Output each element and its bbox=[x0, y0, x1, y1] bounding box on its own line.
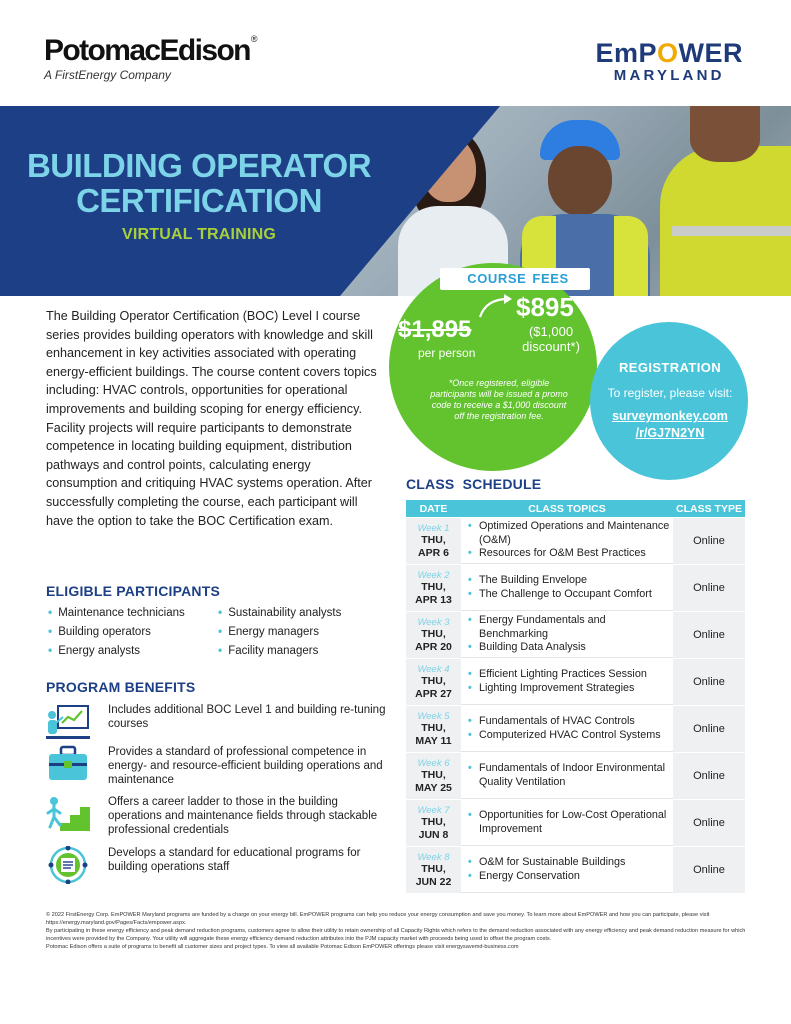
day-label: THU, bbox=[421, 815, 446, 828]
list-item: • Building operators bbox=[48, 624, 151, 638]
week-label: Week 6 bbox=[417, 757, 450, 769]
week-label: Week 3 bbox=[417, 616, 450, 628]
bullet-icon: • bbox=[48, 643, 53, 657]
day-label: THU, bbox=[421, 721, 446, 734]
bullet-icon: • bbox=[218, 605, 223, 619]
footer-paragraph: Potomac Edison offers a suite of programs to benefit all customer sizes and project types. To view all available Potomac Edison EmPOWER offerings please visit energysavemd-business.com bbox=[46, 944, 519, 951]
benefit-text: Develops a standard for educational programs for building operations staff bbox=[108, 847, 361, 873]
date-label: APR 20 bbox=[415, 640, 452, 653]
benefit-text: Offers a career ladder to those in the building operations and maintenance fields through stackable professional credentials bbox=[108, 796, 378, 836]
date-label: MAY 11 bbox=[415, 734, 452, 747]
registration-circle bbox=[590, 322, 748, 480]
day-label: THU, bbox=[421, 862, 446, 875]
table-row bbox=[406, 800, 745, 846]
title-line-2: CERTIFICATION bbox=[76, 182, 322, 219]
new-price: $895 bbox=[516, 292, 574, 322]
topic-item: • The Challenge to Occupant Comfort bbox=[467, 588, 673, 602]
topic-item: • Lighting Improvement Strategies bbox=[467, 682, 673, 696]
topic-item: • Building Data Analysis bbox=[467, 641, 673, 655]
registration-link[interactable]: surveymonkey.com /r/GJ7N2YN bbox=[612, 409, 728, 440]
table-row bbox=[406, 518, 745, 564]
registration-text: To register, please visit: bbox=[607, 386, 733, 400]
old-price: $1,895 bbox=[398, 316, 472, 343]
date-label: MAY 25 bbox=[415, 781, 452, 794]
class-type: Online bbox=[673, 612, 745, 658]
date-label: APR 6 bbox=[418, 546, 449, 559]
class-type: Online bbox=[673, 800, 745, 846]
eligible-participants-title: ELIGIBLE PARTICIPANTS bbox=[46, 583, 221, 599]
class-type: Online bbox=[673, 565, 745, 611]
list-item: • Facility managers bbox=[218, 643, 319, 657]
per-person-label: per person bbox=[418, 346, 476, 360]
bullet-icon: • bbox=[48, 624, 53, 638]
education-book-icon bbox=[46, 846, 90, 884]
brand-subtitle: A FirstEnergy Company bbox=[44, 68, 171, 82]
class-schedule-title: CLASS SCHEDULE bbox=[406, 476, 542, 492]
class-type: Online bbox=[673, 753, 745, 799]
week-label: Week 8 bbox=[417, 851, 450, 863]
empower-maryland-logo bbox=[595, 38, 743, 84]
topic-item: • Fundamentals of Indoor Environmental Quality Ventilation bbox=[467, 762, 673, 789]
week-label: Week 4 bbox=[417, 663, 450, 675]
footer-disclaimer bbox=[46, 912, 746, 953]
title-line-1: BUILDING OPERATOR bbox=[26, 147, 372, 184]
footer-paragraph: By participating in these energy efficiency and peak demand reduction programs, customers agree to allow their utility to retain ownership of all Capacity Rights which refers to the demand reduction associated with any energy efficiency and peak demand reduction measure for which incentives were provided by the Company. Your utility will aggregate these energy efficiency demand reduction attributes into the PJM capacity market with proceeds being used to offset the program costs. bbox=[46, 928, 746, 942]
topic-item: • Resources for O&M Best Practices bbox=[467, 547, 673, 561]
date-label: APR 27 bbox=[415, 687, 452, 700]
topic-item: • Optimized Operations and Maintenance (O&M) bbox=[467, 520, 673, 547]
date-label: JUN 22 bbox=[415, 875, 452, 888]
discount-text: ($1,000 discount*) bbox=[522, 324, 580, 354]
class-schedule-table bbox=[406, 500, 745, 893]
table-row bbox=[406, 753, 745, 799]
topic-item: • Fundamentals of HVAC Controls bbox=[467, 715, 673, 729]
career-ladder-icon bbox=[46, 795, 90, 833]
week-label: Week 5 bbox=[417, 710, 450, 722]
topic-item: • Energy Conservation bbox=[467, 870, 673, 884]
table-row bbox=[406, 612, 745, 658]
week-label: Week 7 bbox=[417, 804, 450, 816]
hero-title bbox=[0, 148, 398, 244]
potomac-edison-logo bbox=[44, 34, 256, 82]
intro-paragraph: The Building Operator Certification (BOC) Level I course series provides building operators with knowledge and skill enhancement in key activities associated with operating energy-efficient buildings. The course content covers topics including: HVAC controls, opportunities for operational improvements and building scoping for energy efficiency. Facility projects will require participants to demonstrate competence in locating building equipment, distribution pathways and control points, calculating energy consumption and critiquing HVAC systems operation. After successfully completing the course, each participant will have the option to take the BOC Certification exam. bbox=[46, 309, 377, 528]
hero-subtitle: VIRTUAL TRAINING bbox=[121, 226, 276, 243]
footer-paragraph: © 2022 FirstEnergy Corp. EmPOWER Maryland programs are funded by a charge on your energy bill. EmPOWER programs can help you reduce your energy consumption and save you money. To learn more about EmPOWER and how you can participate, please visit https://energy.maryland.gov/Pages/Facts/empower.aspx. bbox=[46, 912, 710, 926]
date-column-header: DATE bbox=[419, 502, 448, 515]
bullet-icon: • bbox=[48, 605, 53, 619]
topics-column-header: CLASS TOPICS bbox=[528, 502, 606, 515]
person-face bbox=[690, 106, 760, 162]
safety-vest bbox=[660, 146, 791, 296]
topic-item: • Opportunities for Low-Cost Operational Improvement bbox=[467, 809, 673, 836]
class-type: Online bbox=[673, 706, 745, 752]
table-row bbox=[406, 706, 745, 752]
day-label: THU, bbox=[421, 768, 446, 781]
bullet-icon: • bbox=[218, 624, 223, 638]
toolbox-icon bbox=[46, 745, 90, 783]
week-label: Week 2 bbox=[417, 569, 450, 581]
class-type: Online bbox=[673, 659, 745, 705]
class-type: Online bbox=[673, 847, 745, 893]
table-row bbox=[406, 565, 745, 611]
topic-item: • Energy Fundamentals and Benchmarking bbox=[467, 614, 673, 641]
benefit-text: Provides a standard of professional competence in energy- and resource-efficient building operations and maintenance bbox=[108, 746, 383, 786]
list-item: • Sustainability analysts bbox=[218, 605, 342, 619]
registration-title: REGISTRATION bbox=[618, 360, 722, 375]
date-label: JUN 8 bbox=[418, 828, 449, 841]
day-label: THU, bbox=[421, 580, 446, 593]
safety-vest bbox=[614, 216, 648, 296]
empower-wordmark: EmPOWER bbox=[595, 38, 743, 68]
flame-icon: O bbox=[656, 38, 679, 68]
topic-item: • The Building Envelope bbox=[467, 574, 673, 588]
maryland-wordmark: MARYLAND bbox=[613, 67, 725, 84]
week-label: Week 1 bbox=[417, 522, 450, 534]
table-row bbox=[406, 659, 745, 705]
list-item: • Maintenance technicians bbox=[48, 605, 185, 619]
brand-name: PotomacEdison® bbox=[44, 34, 256, 67]
date-label: APR 13 bbox=[415, 593, 452, 606]
person-face bbox=[548, 146, 612, 216]
list-item: • Energy managers bbox=[218, 624, 319, 638]
day-label: THU, bbox=[421, 627, 446, 640]
topic-item: • Computerized HVAC Control Systems bbox=[467, 729, 673, 743]
curved-arrow-icon bbox=[476, 293, 516, 319]
promo-note: *Once registered, eligible participants will be issued a promo code to receive a $1,000 discount off the registration fee. bbox=[430, 378, 568, 421]
topic-item: • O&M for Sustainable Buildings bbox=[467, 856, 673, 870]
day-label: THU, bbox=[421, 533, 446, 546]
table-header bbox=[406, 500, 745, 517]
topic-item: • Efficient Lighting Practices Session bbox=[467, 668, 673, 682]
reflective-stripe bbox=[672, 226, 791, 236]
table-row bbox=[406, 847, 745, 893]
program-benefits-title: PROGRAM BENEFITS bbox=[46, 679, 196, 695]
bullet-icon: • bbox=[218, 643, 223, 657]
type-column-header: CLASS TYPE bbox=[676, 502, 742, 515]
course-fees-label: COURSE FEES bbox=[440, 268, 590, 290]
eligible-participants-list bbox=[48, 605, 378, 658]
list-item: • Energy analysts bbox=[48, 643, 141, 657]
class-type: Online bbox=[673, 518, 745, 564]
benefit-text: Includes additional BOC Level 1 and building re-tuning courses bbox=[108, 704, 386, 730]
day-label: THU, bbox=[421, 674, 446, 687]
presentation-board-icon bbox=[46, 703, 90, 741]
